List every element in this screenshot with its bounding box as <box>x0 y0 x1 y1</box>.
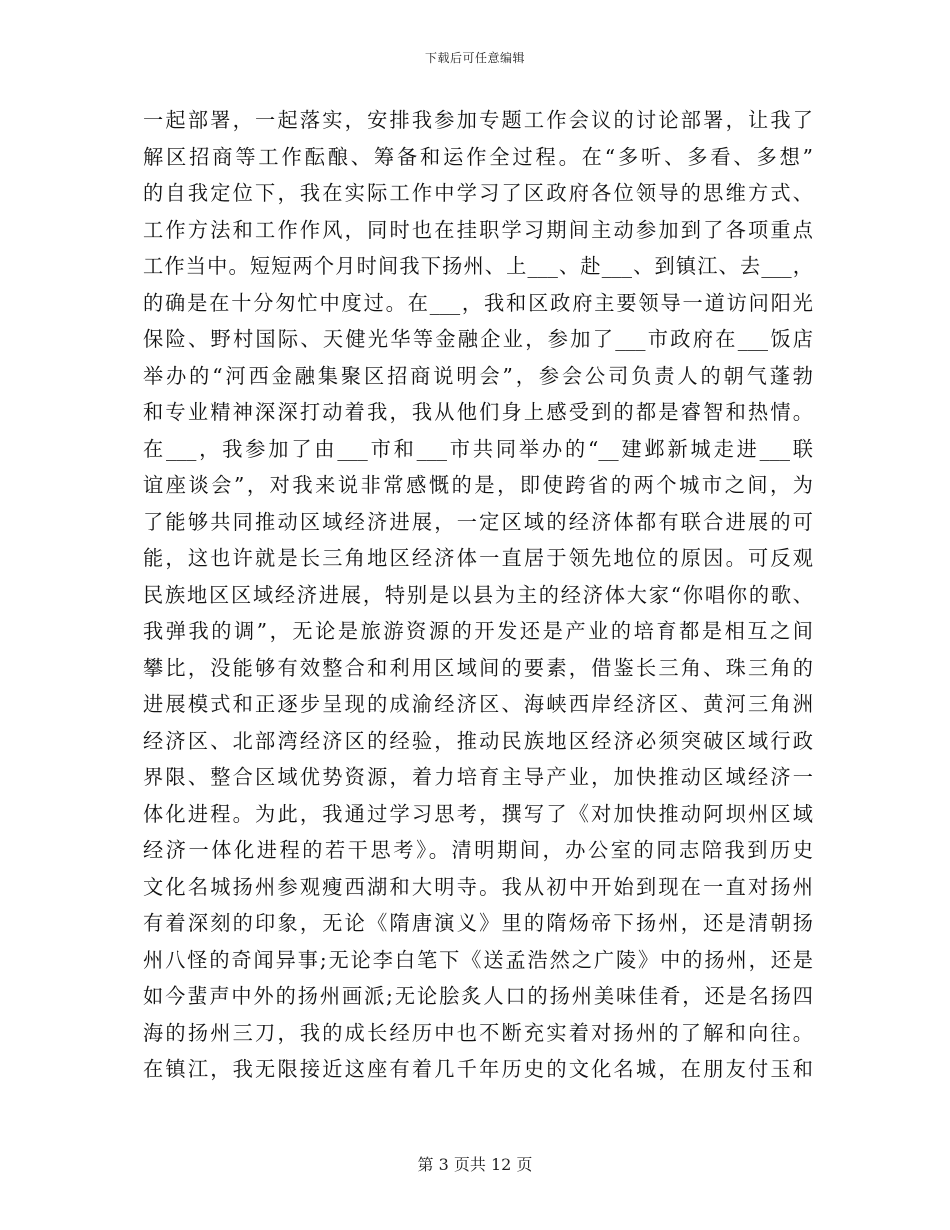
body-line: 一起部署，一起落实，安排我参加专题工作会议的讨论部署，让我了 <box>143 108 813 132</box>
body-line: 有着深刻的印象，无论《隋唐演义》里的隋炀帝下扬州，还是清朝扬 <box>143 911 813 935</box>
body-line: 我弹我的调”，无论是旅游资源的开发还是产业的培育都是相互之间 <box>143 619 813 643</box>
body-line: 解区招商等工作酝酿、筹备和运作全过程。在“多听、多看、多想” <box>143 144 813 169</box>
body-line: 的确是在十分匆忙中度过。在___，我和区政府主要领导一道访问阳光 <box>143 290 813 315</box>
body-line: 工作当中。短短两个月时间我下扬州、上___、赴___、到镇江、去___， <box>143 254 813 278</box>
header-note: 下载后可任意编辑 <box>424 51 525 65</box>
body-line: 民族地区区域经济进展，特别是以县为主的经济体大家“你唱你的歌、 <box>143 582 813 607</box>
body-line: 和专业精神深深打动着我，我从他们身上感受到的都是睿智和热情。 <box>143 400 813 424</box>
body-line: 经济一体化进程的若干思考》。清明期间，办公室的同志陪我到历史 <box>143 838 813 862</box>
body-line: 保险、野村国际、天健光华等金融企业，参加了___市政府在___饭店 <box>143 327 813 351</box>
body-line: 举办的“河西金融集聚区招商说明会”，参会公司负责人的朝气蓬勃 <box>143 363 813 388</box>
page-number: 第 3 页共 12 页 <box>417 1155 533 1174</box>
body-line: 谊座谈会”，对我来说非常感慨的是，即使跨省的两个城市之间，为 <box>143 473 813 497</box>
body-line: 在___，我参加了由___市和___市共同举办的“__建邺新城走进___联 <box>143 436 813 461</box>
body-line: 体化进程。为此，我通过学习思考，撰写了《对加快推动阿坝州区域 <box>143 801 813 826</box>
body-line: 的自我定位下，我在实际工作中学习了区政府各位领导的思维方式、 <box>143 181 813 205</box>
body-line: 界限、整合区域优势资源，着力培育主导产业，加快推动区域经济一 <box>143 765 813 789</box>
body-line: 能，这也许就是长三角地区经济体一直居于领先地位的原因。可反观 <box>143 546 813 570</box>
body-line: 进展模式和正逐步呈现的成渝经济区、海峡西岸经济区、黄河三角洲 <box>143 692 813 716</box>
document-body <box>143 102 813 1088</box>
body-line: 州八怪的奇闻异事;无论李白笔下《送孟浩然之广陵》中的扬州，还是 <box>143 947 813 972</box>
body-line: 文化名城扬州参观瘦西湖和大明寺。我从初中开始到现在一直对扬州 <box>143 874 813 899</box>
body-line: 工作方法和工作作风，同时也在挂职学习期间主动参加到了各项重点 <box>143 217 813 242</box>
body-line: 了能够共同推动区域经济进展，一定区域的经济体都有联合进展的可 <box>143 509 813 534</box>
body-line: 经济区、北部湾经济区的经验，推动民族地区经济必须突破区域行政 <box>143 728 813 753</box>
body-line: 攀比，没能够有效整合和利用区域间的要素，借鉴长三角、珠三角的 <box>143 655 813 680</box>
body-line: 在镇江，我无限接近这座有着几千年历史的文化名城，在朋友付玉和 <box>143 1057 813 1081</box>
body-line: 如今蜚声中外的扬州画派;无论脍炙人口的扬州美味佳肴，还是名扬四 <box>143 984 813 1008</box>
body-line: 海的扬州三刀，我的成长经历中也不断充实着对扬州的了解和向往。 <box>143 1020 813 1045</box>
